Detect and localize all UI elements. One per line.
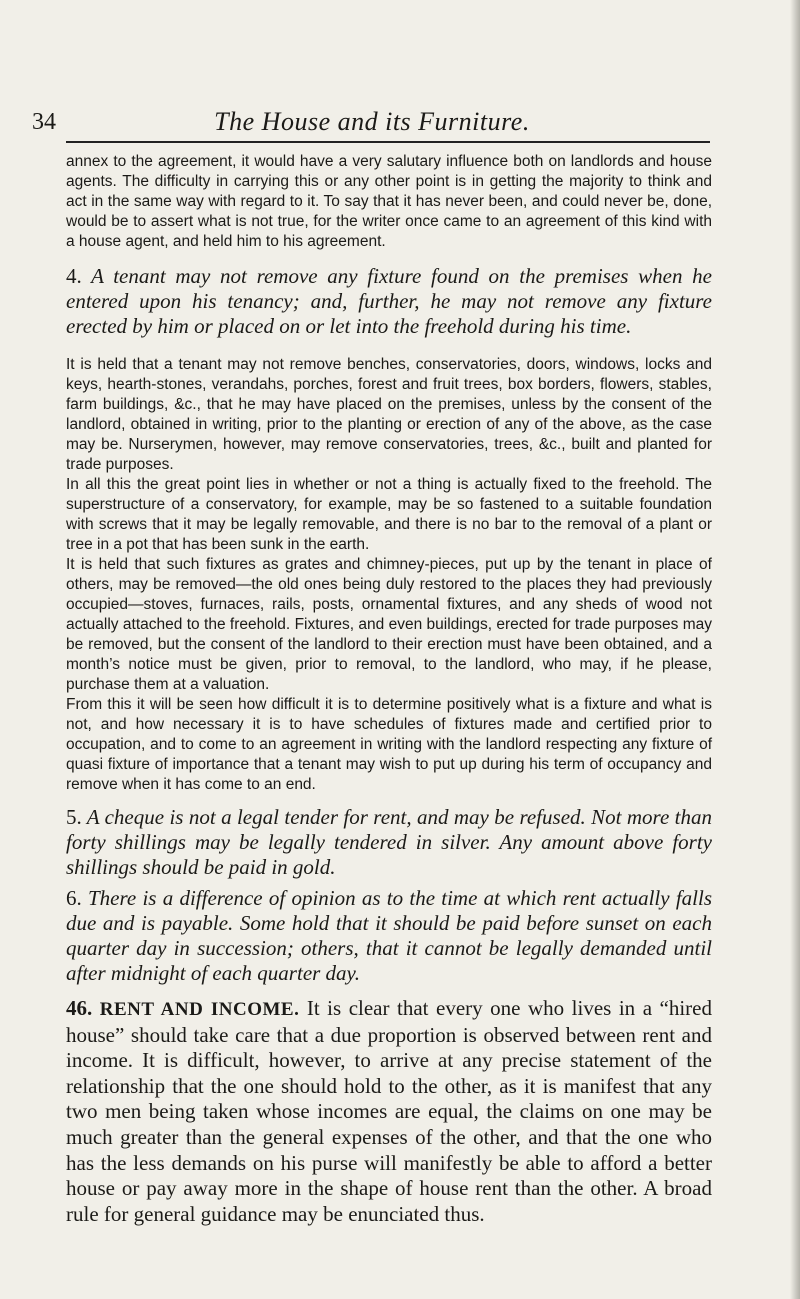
rule-4-number: 4. <box>66 264 82 288</box>
page-number: 34 <box>32 109 56 135</box>
paragraph-benches: It is held that a tenant may not remove benches, conservatories, doors, windows, locks and keys, hearth-stones, verandahs, porches, forest and fruit trees, box borders, flowers, stables, farm buildings, &c., that he may have placed on the premises, unless by the consent of the landlord, obtained in writing, prior to the planting or erection of any of the above, as the case may be. Nurserymen, however, may remove conservatories, trees, &c., built and planted for trade purposes. <box>66 356 712 473</box>
rule-4-text: A tenant may not remove any fixture found on the premises when he entered upon his tenancy; and, further, he may not remove any fixture erected by him or placed on or let into the freehold during his time. <box>66 264 712 338</box>
paragraph-grates: It is held that such fixtures as grates and chimney-pieces, put up by the tenant in place of others, may be removed—the old ones being duly restored to the places they had previously occupied—stoves, furnaces, rails, posts, ornamental fixtures, and any sheds of wood not actually attached to the freehold. Fixtures, and even buildings, erected for trade purposes may be removed, but the consent of the landlord to their erection must have been obtained, and a month’s notice must be given, prior to removal, to the landlord, who may, if he please, purchase them at a valuation. <box>66 556 712 693</box>
section-46-title: RENT AND INCOME. <box>99 999 300 1020</box>
paragraph-great-point: In all this the great point lies in whether or not a thing is actually fixed to the freehold. The superstructure of a conservatory, for example, may be so fastened to a suitable foundation with screws that it may be legally removable, and there is no bar to the removal of a plant or tree in a pot that has been sunk in the earth. <box>66 476 712 553</box>
rule-5-heading <box>66 805 712 880</box>
rule-6-text: There is a difference of opinion as to the time at which rent actually falls due and is payable. Some hold that it should be paid before sunset on each quarter day in succession; others, that it cannot be legally demanded until after midnight of each quarter day. <box>66 886 712 985</box>
page-header <box>32 104 712 140</box>
rule-4-heading <box>66 264 712 339</box>
section-46-text: It is clear that every one who lives in a “hired house” should take care that a due proportion is observed between rent and income. It is difficult, however, to arrive at any precise statement of the relationship that the one should hold to the other, as it is manifest that any two men being taken whose incomes are equal, the claims on one may be much greater than the general expenses of the other, and that the one who has the less demands on his purse will manifestly be able to afford a better house or pay away more in the shape of house rent than the other. A broad rule for general guidance may be enunciated thus. <box>66 996 712 1226</box>
header-rule <box>66 141 710 143</box>
section-46 <box>66 996 712 1227</box>
running-title: The House and its Furniture. <box>214 107 530 136</box>
rule-5-number: 5. <box>66 805 82 829</box>
rule-5-text: A cheque is not a legal tender for rent, and may be refused. Not more than forty shillings may be legally tendered in silver. Any amount above forty shillings should be paid in gold. <box>66 805 712 879</box>
page-edge-shadow <box>790 0 800 1299</box>
rule-6-number: 6. <box>66 886 82 910</box>
page-body <box>66 152 712 1227</box>
section-46-number: 46. <box>66 996 93 1020</box>
paragraph-from-this: From this it will be seen how difficult it is to determine positively what is a fixture and what is not, and how necessary it is to have schedules of fixtures made and certified prior to occupation, and to come to an agreement in writing with the landlord respecting any fixture of quasi fixture of importance that a tenant may wish to put up during his term of occupancy and remove when it has come to an end. <box>66 696 712 793</box>
paragraph-intro: annex to the agreement, it would have a very salutary influence both on landlords and house agents. The difficulty in carrying this or any other point is in getting the majority to think and act in the same way with regard to it. To say that it has never been, and could never be, done, would be to assert what is not true, for the writer once came to an agreement of this kind with a house agent, and held him to his agreement. <box>66 153 712 250</box>
rule-6-heading <box>66 886 712 986</box>
